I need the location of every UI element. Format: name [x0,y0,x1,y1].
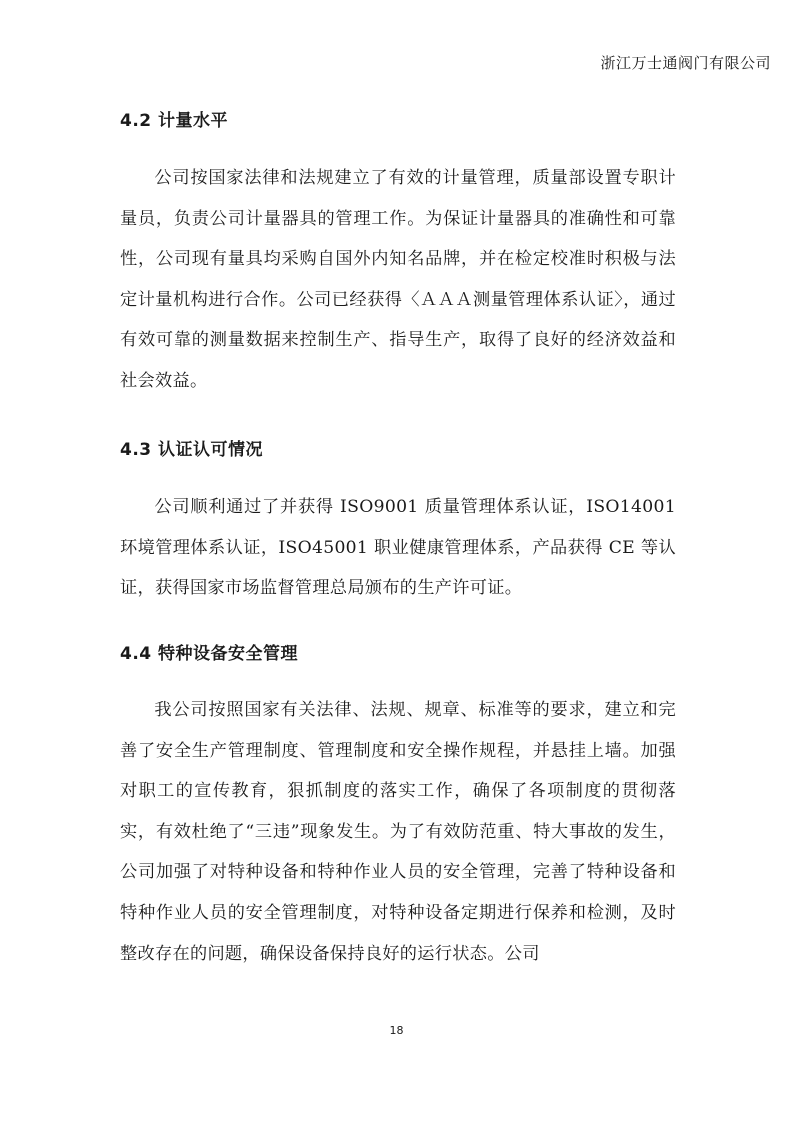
section-heading-4-4: 4.4 特种设备安全管理 [120,644,299,664]
section-heading-4-2: 4.2 计量水平 [120,111,229,131]
section-paragraph-4-4: 我公司按照国家有关法律、法规、规章、标准等的要求，建立和完善了安全生产管理制度、管理制度和安全操作规程，并悬挂上墙。加强对职工的宣传教育，狠抓制度的落实工作，确保了各项制度的贯彻落实，有效杜绝了“三违”现象发生。为了有效防范重、特大事故的发生，公司加强了对特种设备和特种作业人员的安全管理，完善了特种设备和特种作业人员的安全管理制度，对特种设备定期进行保养和检测，及时整改存在的问题，确保设备保持良好的运行状态。公司 [120,700,676,964]
section-paragraph-4-2: 公司按国家法律和法规建立了有效的计量管理，质量部设置专职计量员，负责公司计量器具的管理工作。为保证计量器具的准确性和可靠性，公司现有量具均采购自国外内知名品牌，并在检定校准时积极与法定计量机构进行合作。公司已经获得〈ＡＡＡ测量管理体系认证〉，通过有效可靠的测量数据来控制生产、指导生产，取得了良好的经济效益和社会效益。 [120,168,676,391]
section-heading-4-3: 4.3 认证认可情况 [120,440,264,460]
header-divider [118,80,771,81]
section-paragraph-4-3: 公司顺利通过了并获得 ISO9001 质量管理体系认证，ISO14001 环境管理体系认证，ISO45001 职业健康管理体系，产品获得 CE 等认证，获得国家市场监督管理总局颁布的生产许可证。 [120,497,676,599]
header-company-name: 浙江万士通阀门有限公司 [600,54,771,72]
page-number: 18 [389,1024,404,1037]
